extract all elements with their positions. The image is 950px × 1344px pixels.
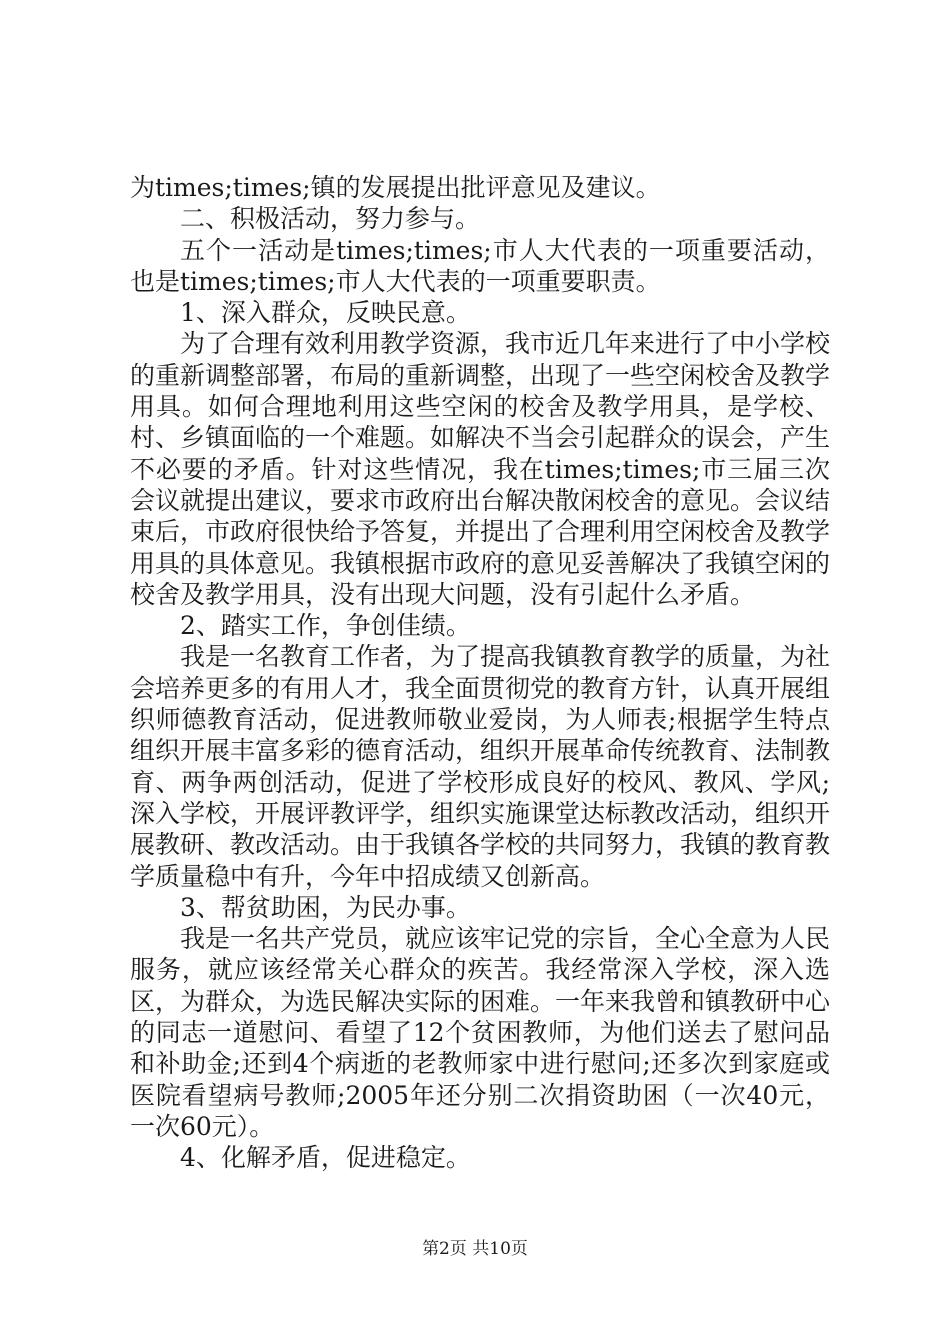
paragraph-five-activities: 五个一活动是times;times;市人大代表的一项重要活动，也是times;times;市人大代表的一项重要职责。 (130, 235, 830, 296)
paragraph-continuation: 为times;times;镇的发展提出批评意见及建议。 (130, 173, 661, 202)
document-body (130, 172, 830, 1174)
paragraph-education-work: 我是一名教育工作者，为了提高我镇教育教学的质量，为社会培养更多的有用人才，我全面贯彻党的教育方针，认真开展组织师德教育活动，促进教师敬业爱岗，为人师表;根据学生特点组织开展丰富多彩的德育活动，组织开展革命传统教育、法制教育、两争两创活动，促进了学校形成良好的校风、教风、学风;深入学校，开展评教评学，组织实施课堂达标教改活动，组织开展教研、教改活动。由于我镇各学校的共同努力，我镇的教育教学质量稳中有升，今年中招成绩又创新高。 (130, 642, 831, 891)
subheading-reflect-public-opinion: 1、深入群众，反映民意。 (180, 298, 471, 328)
paragraph-school-resources: 为了合理有效利用教学资源，我市近几年来进行了中小学校的重新调整部署，布局的重新调整，出现了一些空闲校舍及教学用具。如何合理地利用这些空闲的校舍及教学用具，是学校、村、乡镇面临的一个难题。如解决不当会引起群众的误会，产生不必要的矛盾。针对这些情况，我在times;times;市三届三次会议就提出建议，要求市政府出台解决散闲校舍的意见。会议结束后，市政府很快给予答复，并提出了合理利用空闲校舍及教学用具的具体意见。我镇根据市政府的意见妥善解决了我镇空闲的校舍及教学用具，没有出现大问题，没有引起什么矛盾。 (130, 329, 831, 609)
paragraph-party-member-service: 我是一名共产党员，就应该牢记党的宗旨，全心全意为人民服务，就应该经常关心群众的疾苦。我经常深入学校，深入选区，为群众，为选民解决实际的困难。一年来我曾和镇教研中心的同志一道慰问、看望了12个贫困教师，为他们送去了慰问品和补助金;还到4个病逝的老教师家中进行慰问;还多次到家庭或医院看望病号教师;2005年还分别二次捐资助困（一次40元，一次60元）。 (130, 924, 831, 1141)
subheading-solid-work: 2、踏实工作，争创佳绩。 (180, 611, 471, 641)
subheading-resolve-conflicts: 4、化解矛盾，促进稳定。 (180, 1143, 471, 1173)
section-heading-active-participation: 二、积极活动，努力参与。 (180, 204, 481, 234)
subheading-help-the-poor: 3、帮贫助困，为民办事。 (180, 892, 471, 922)
page-number-footer: 第2页 共10页 (422, 1239, 528, 1259)
